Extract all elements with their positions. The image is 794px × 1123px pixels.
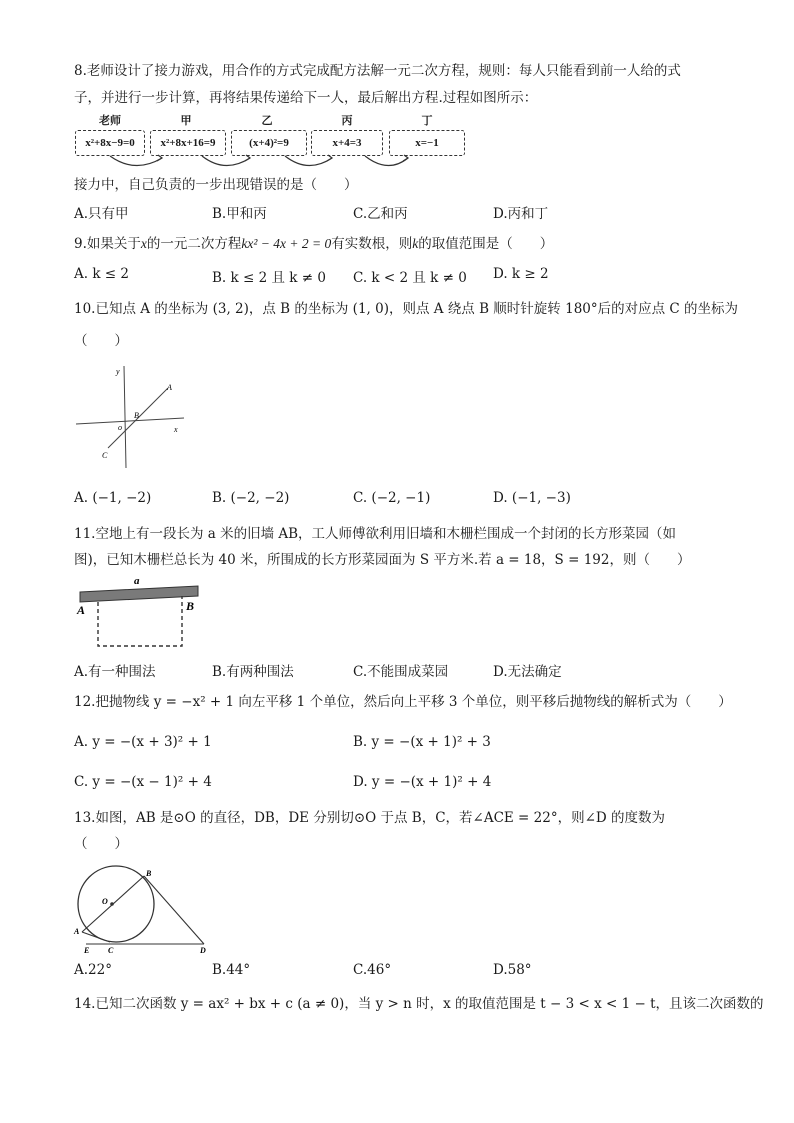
label-c: C — [108, 946, 114, 954]
relay-arrow-1 — [110, 156, 162, 166]
relay-arrow-2 — [202, 156, 250, 166]
q11-option-a[interactable]: A.有一种围法 — [74, 664, 156, 680]
q9-option-d[interactable]: D. k ≥ 2 — [493, 266, 549, 282]
relay-arrow-3 — [285, 156, 332, 166]
label-a-length: a — [134, 576, 140, 587]
q12-option-b[interactable]: B. y = −(x + 1)² + 3 — [353, 734, 491, 750]
q11-option-d[interactable]: D.无法确定 — [493, 664, 562, 680]
label-o: O — [102, 897, 108, 906]
q10-line2: （ ） — [74, 333, 128, 349]
q10-option-c[interactable]: C. (−2, −1) — [353, 490, 431, 506]
q11-figure — [74, 576, 204, 656]
label-point-a: A — [77, 603, 86, 617]
relay-arrow-1-head — [157, 155, 162, 161]
relay-name-yi: 乙 — [261, 114, 273, 127]
q9-stem-post: 的取值范围是（ ） — [418, 236, 554, 252]
chord-ac — [82, 932, 110, 942]
q10-option-b[interactable]: B. (−2, −2) — [212, 490, 290, 506]
q8-option-a[interactable]: A.只有甲 — [74, 206, 129, 222]
label-d: D — [200, 946, 206, 954]
q12-option-d[interactable]: D. y = −(x + 1)² + 4 — [353, 774, 492, 790]
q13-option-b[interactable]: B.44° — [212, 962, 251, 978]
q9-var-k: k — [412, 236, 419, 251]
q9-option-a[interactable]: A. k ≤ 2 — [74, 266, 129, 282]
y-axis — [124, 366, 126, 468]
q10-option-a[interactable]: A. (−1, −2) — [74, 490, 152, 506]
label-e: E — [84, 946, 90, 954]
q9-stem — [74, 233, 553, 255]
q12-option-c[interactable]: C. y = −(x − 1)² + 4 — [74, 774, 212, 790]
q13-option-d[interactable]: D.58° — [493, 962, 532, 978]
q13-line2: （ ） — [74, 836, 128, 852]
relay-name-teacher: 老师 — [99, 114, 121, 127]
label-b: B — [134, 411, 139, 420]
relay-box-jia: x²+8x+16=9 — [150, 130, 226, 156]
q13-option-c[interactable]: C.46° — [353, 962, 392, 978]
x-axis — [76, 418, 184, 424]
q13-figure — [72, 864, 217, 954]
q11-option-c[interactable]: C.不能围成菜园 — [353, 664, 449, 680]
fence-dashed — [98, 596, 182, 646]
relay-box-ding: x=−1 — [389, 130, 465, 156]
q9-stem-mid: 的一元二次方程 — [146, 236, 242, 252]
q10-graph — [72, 360, 192, 470]
label-y: y — [116, 367, 120, 376]
relay-arrow-2-head — [245, 155, 250, 161]
q14-line1: 14.已知二次函数 y = ax² + bx + c (a ≠ 0)，当 y > n 时，x 的取值范围是 t − 3 < x < 1 − t，且该二次函数的 — [74, 996, 764, 1012]
q10-line1: 10.已知点 A 的坐标为 (3, 2)，点 B 的坐标为 (1, 0)，则点 A 绕点 B 顺时针旋转 180°后的对应点 C 的坐标为 — [74, 301, 739, 317]
q8-option-b[interactable]: B.甲和丙 — [212, 206, 267, 222]
q10-option-d[interactable]: D. (−1, −3) — [493, 490, 571, 506]
relay-name-ding: 丁 — [421, 114, 433, 127]
relay-box-bing: x+4=3 — [311, 130, 383, 156]
q9-stem-mid2: 有实数根，则 — [331, 236, 413, 252]
q13-option-a[interactable]: A.22° — [74, 962, 112, 978]
q11-line1: 11.空地上有一段长为 a 米的旧墙 AB，工人师傅欲利用旧墙和木栅栏围成一个封闭的长方形菜园（如 — [74, 526, 677, 542]
relay-arrow-4-head — [403, 155, 408, 161]
relay-arrows — [90, 152, 410, 176]
label-a: A — [74, 927, 80, 936]
q9-equation: kx² − 4x + 2 = 0 — [241, 236, 332, 251]
relay-box-teacher: x²+8x−9=0 — [75, 130, 145, 156]
q9-option-c[interactable]: C. k < 2 且 k ≠ 0 — [353, 270, 467, 286]
q11-option-b[interactable]: B.有两种围法 — [212, 664, 294, 680]
q12-line1: 12.把抛物线 y = −x² + 1 向左平移 1 个单位，然后向上平移 3 个单位，则平移后抛物线的解析式为（ ） — [74, 694, 732, 710]
label-x: x — [174, 425, 178, 434]
label-o: o — [118, 423, 122, 432]
relay-arrow-4 — [365, 156, 408, 166]
q11-line2: 图)，已知木栅栏总长为 40 米，所围成的长方形菜园面为 S 平方米.若 a = 18，S = 192，则（ ） — [74, 552, 691, 568]
q8-line3: 接力中，自己负责的一步出现错误的是（ ） — [74, 177, 358, 193]
q8-line1: 8.老师设计了接力游戏，用合作的方式完成配方法解一元二次方程，规则：每人只能看到前一人给的式 — [74, 63, 681, 79]
old-wall-ab — [80, 586, 198, 602]
relay-name-jia: 甲 — [180, 114, 192, 127]
relay-arrow-3-head — [327, 155, 332, 161]
q8-option-c[interactable]: C.乙和丙 — [353, 206, 408, 222]
q9-stem-pre: 9.如果关于 — [74, 236, 141, 252]
relay-box-yi: (x+4)²=9 — [231, 130, 307, 156]
relay-name-bing: 丙 — [341, 114, 353, 127]
center-dot — [110, 902, 114, 906]
label-point-b: B — [186, 599, 195, 613]
label-c: C — [102, 451, 108, 460]
q12-option-a[interactable]: A. y = −(x + 3)² + 1 — [74, 734, 212, 750]
label-b: B — [146, 869, 152, 878]
q13-line1: 13.如图，AB 是⊙O 的直径，DB，DE 分别切⊙O 于点 B，C，若∠ACE = 22°，则∠D 的度数为 — [74, 810, 666, 826]
q8-line2: 子，并进行一步计算，再将结果传递给下一人，最后解出方程.过程如图所示： — [74, 90, 538, 106]
q9-var-x: x — [140, 236, 147, 251]
q8-option-d[interactable]: D.丙和丁 — [493, 206, 549, 222]
q9-option-b[interactable]: B. k ≤ 2 且 k ≠ 0 — [212, 270, 326, 286]
label-a: A — [167, 383, 172, 392]
